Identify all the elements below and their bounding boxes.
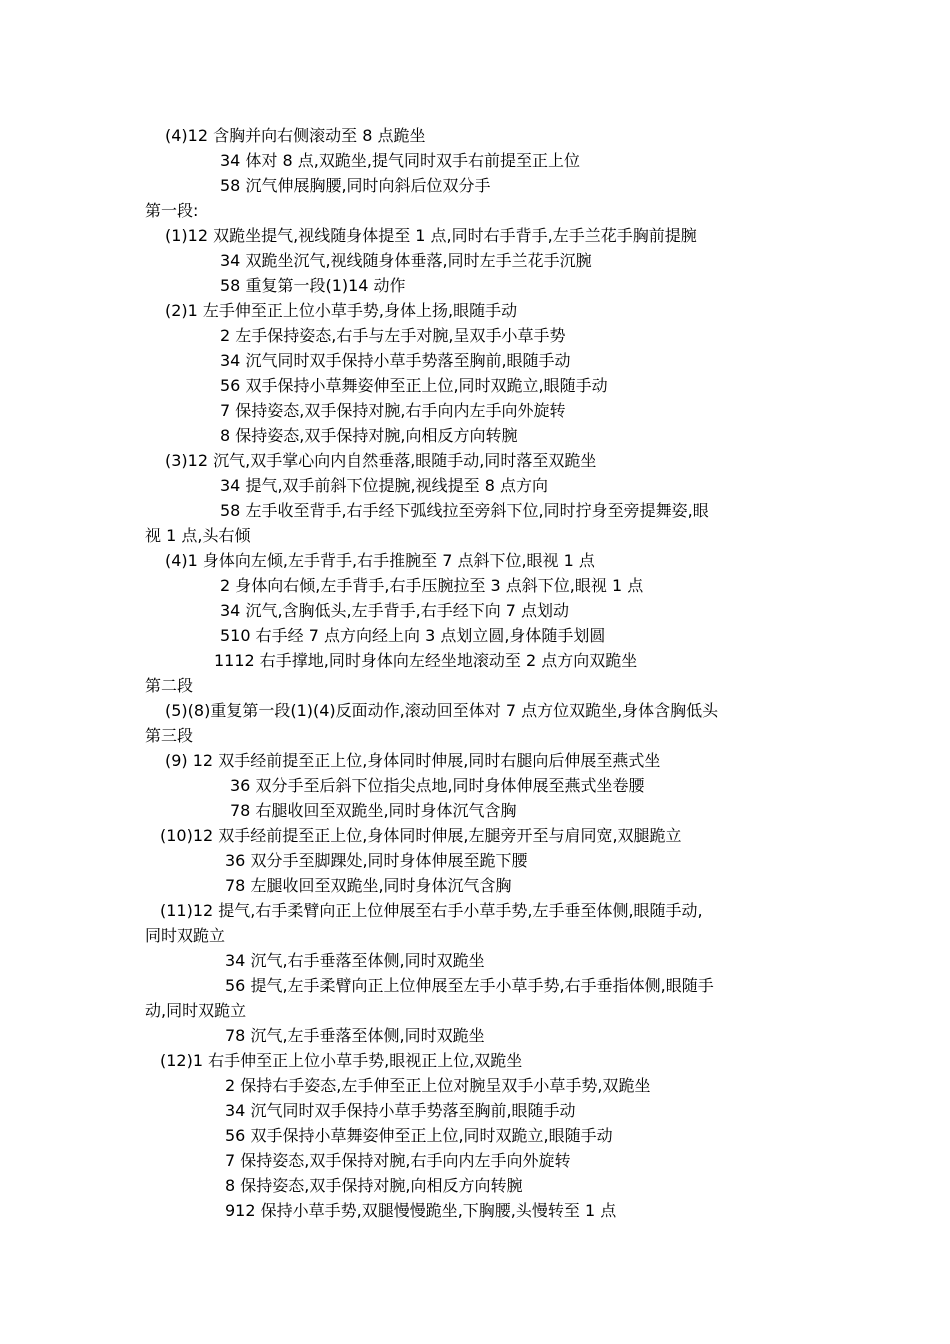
text-line: 8 保持姿态,双手保持对腕,向相反方向转腕 [225,1176,523,1195]
text-line: 36 双分手至脚踝处,同时身体伸展至跪下腰 [225,851,528,870]
text-line: (1)12 双跪坐提气,视线随身体提至 1 点,同时右手背手,左手兰花手胸前提腕 [165,226,697,245]
text-line: 34 体对 8 点,双跪坐,提气同时双手右前提至正上位 [220,151,580,170]
text-line: (12)1 右手伸至正上位小草手势,眼视正上位,双跪坐 [160,1051,523,1070]
text-line: 510 右手经 7 点方向经上向 3 点划立圆,身体随手划圆 [220,626,606,645]
text-line: 2 身体向右倾,左手背手,右手压腕拉至 3 点斜下位,眼视 1 点 [220,576,644,595]
section-heading: 第二段 [145,676,194,695]
text-line: 2 保持右手姿态,左手伸至正上位对腕呈双手小草手势,双跪坐 [225,1076,651,1095]
text-line: 56 提气,左手柔臂向正上位伸展至左手小草手势,右手垂指体侧,眼随手 [225,976,714,995]
text-line: 34 双跪坐沉气,视线随身体垂落,同时左手兰花手沉腕 [220,251,592,270]
text-line: 34 沉气,含胸低头,左手背手,右手经下向 7 点划动 [220,601,570,620]
text-line: 34 提气,双手前斜下位提腕,视线提至 8 点方向 [220,476,548,495]
text-line: 8 保持姿态,双手保持对腕,向相反方向转腕 [220,426,518,445]
text-line: 58 左手收至背手,右手经下弧线拉至旁斜下位,同时拧身至旁提舞姿,眼 [220,501,709,520]
text-line: 视 1 点,头右倾 [145,526,251,545]
text-line: 34 沉气同时双手保持小草手势落至胸前,眼随手动 [220,351,571,370]
text-line: 58 重复第一段(1)14 动作 [220,276,406,295]
text-line: 78 沉气,左手垂落至体侧,同时双跪坐 [225,1026,485,1045]
text-line: 78 左腿收回至双跪坐,同时身体沉气含胸 [225,876,512,895]
section-heading: 第三段 [145,726,194,745]
text-line: 34 沉气,右手垂落至体侧,同时双跪坐 [225,951,485,970]
text-line: 2 左手保持姿态,右手与左手对腕,呈双手小草手势 [220,326,566,345]
text-line: 56 双手保持小草舞姿伸至正上位,同时双跪立,眼随手动 [225,1126,613,1145]
text-line: 7 保持姿态,双手保持对腕,右手向内左手向外旋转 [225,1151,571,1170]
text-line: 动,同时双跪立 [145,1001,247,1020]
text-line: (3)12 沉气,双手掌心向内自然垂落,眼随手动,同时落至双跪坐 [165,451,597,470]
text-line: (10)12 双手经前提至正上位,身体同时伸展,左腿旁开至与肩同宽,双腿跪立 [160,826,682,845]
text-line: 36 双分手至后斜下位指尖点地,同时身体伸展至燕式坐卷腰 [230,776,645,795]
text-line: 912 保持小草手势,双腿慢慢跪坐,下胸腰,头慢转至 1 点 [225,1201,617,1220]
text-line: (4)1 身体向左倾,左手背手,右手推腕至 7 点斜下位,眼视 1 点 [165,551,595,570]
text-line: (11)12 提气,右手柔臂向正上位伸展至右手小草手势,左手垂至体侧,眼随手动, [160,901,703,920]
text-line: 78 右腿收回至双跪坐,同时身体沉气含胸 [230,801,517,820]
text-line: 56 双手保持小草舞姿伸至正上位,同时双跪立,眼随手动 [220,376,608,395]
text-line: (9) 12 双手经前提至正上位,身体同时伸展,同时右腿向后伸展至燕式坐 [165,751,661,770]
text-line: (4)12 含胸并向右侧滚动至 8 点跪坐 [165,126,426,145]
text-line: 58 沉气伸展胸腰,同时向斜后位双分手 [220,176,491,195]
section-heading: 第一段: [145,201,199,220]
text-line: (5)(8)重复第一段(1)(4)反面动作,滚动回至体对 7 点方位双跪坐,身体含胸低头 [165,701,719,720]
text-line: 同时双跪立 [145,926,226,945]
text-line: 34 沉气同时双手保持小草手势落至胸前,眼随手动 [225,1101,576,1120]
text-line: 1112 右手撑地,同时身体向左经坐地滚动至 2 点方向双跪坐 [214,651,638,670]
text-line: (2)1 左手伸至正上位小草手势,身体上扬,眼随手动 [165,301,518,320]
text-line: 7 保持姿态,双手保持对腕,右手向内左手向外旋转 [220,401,566,420]
